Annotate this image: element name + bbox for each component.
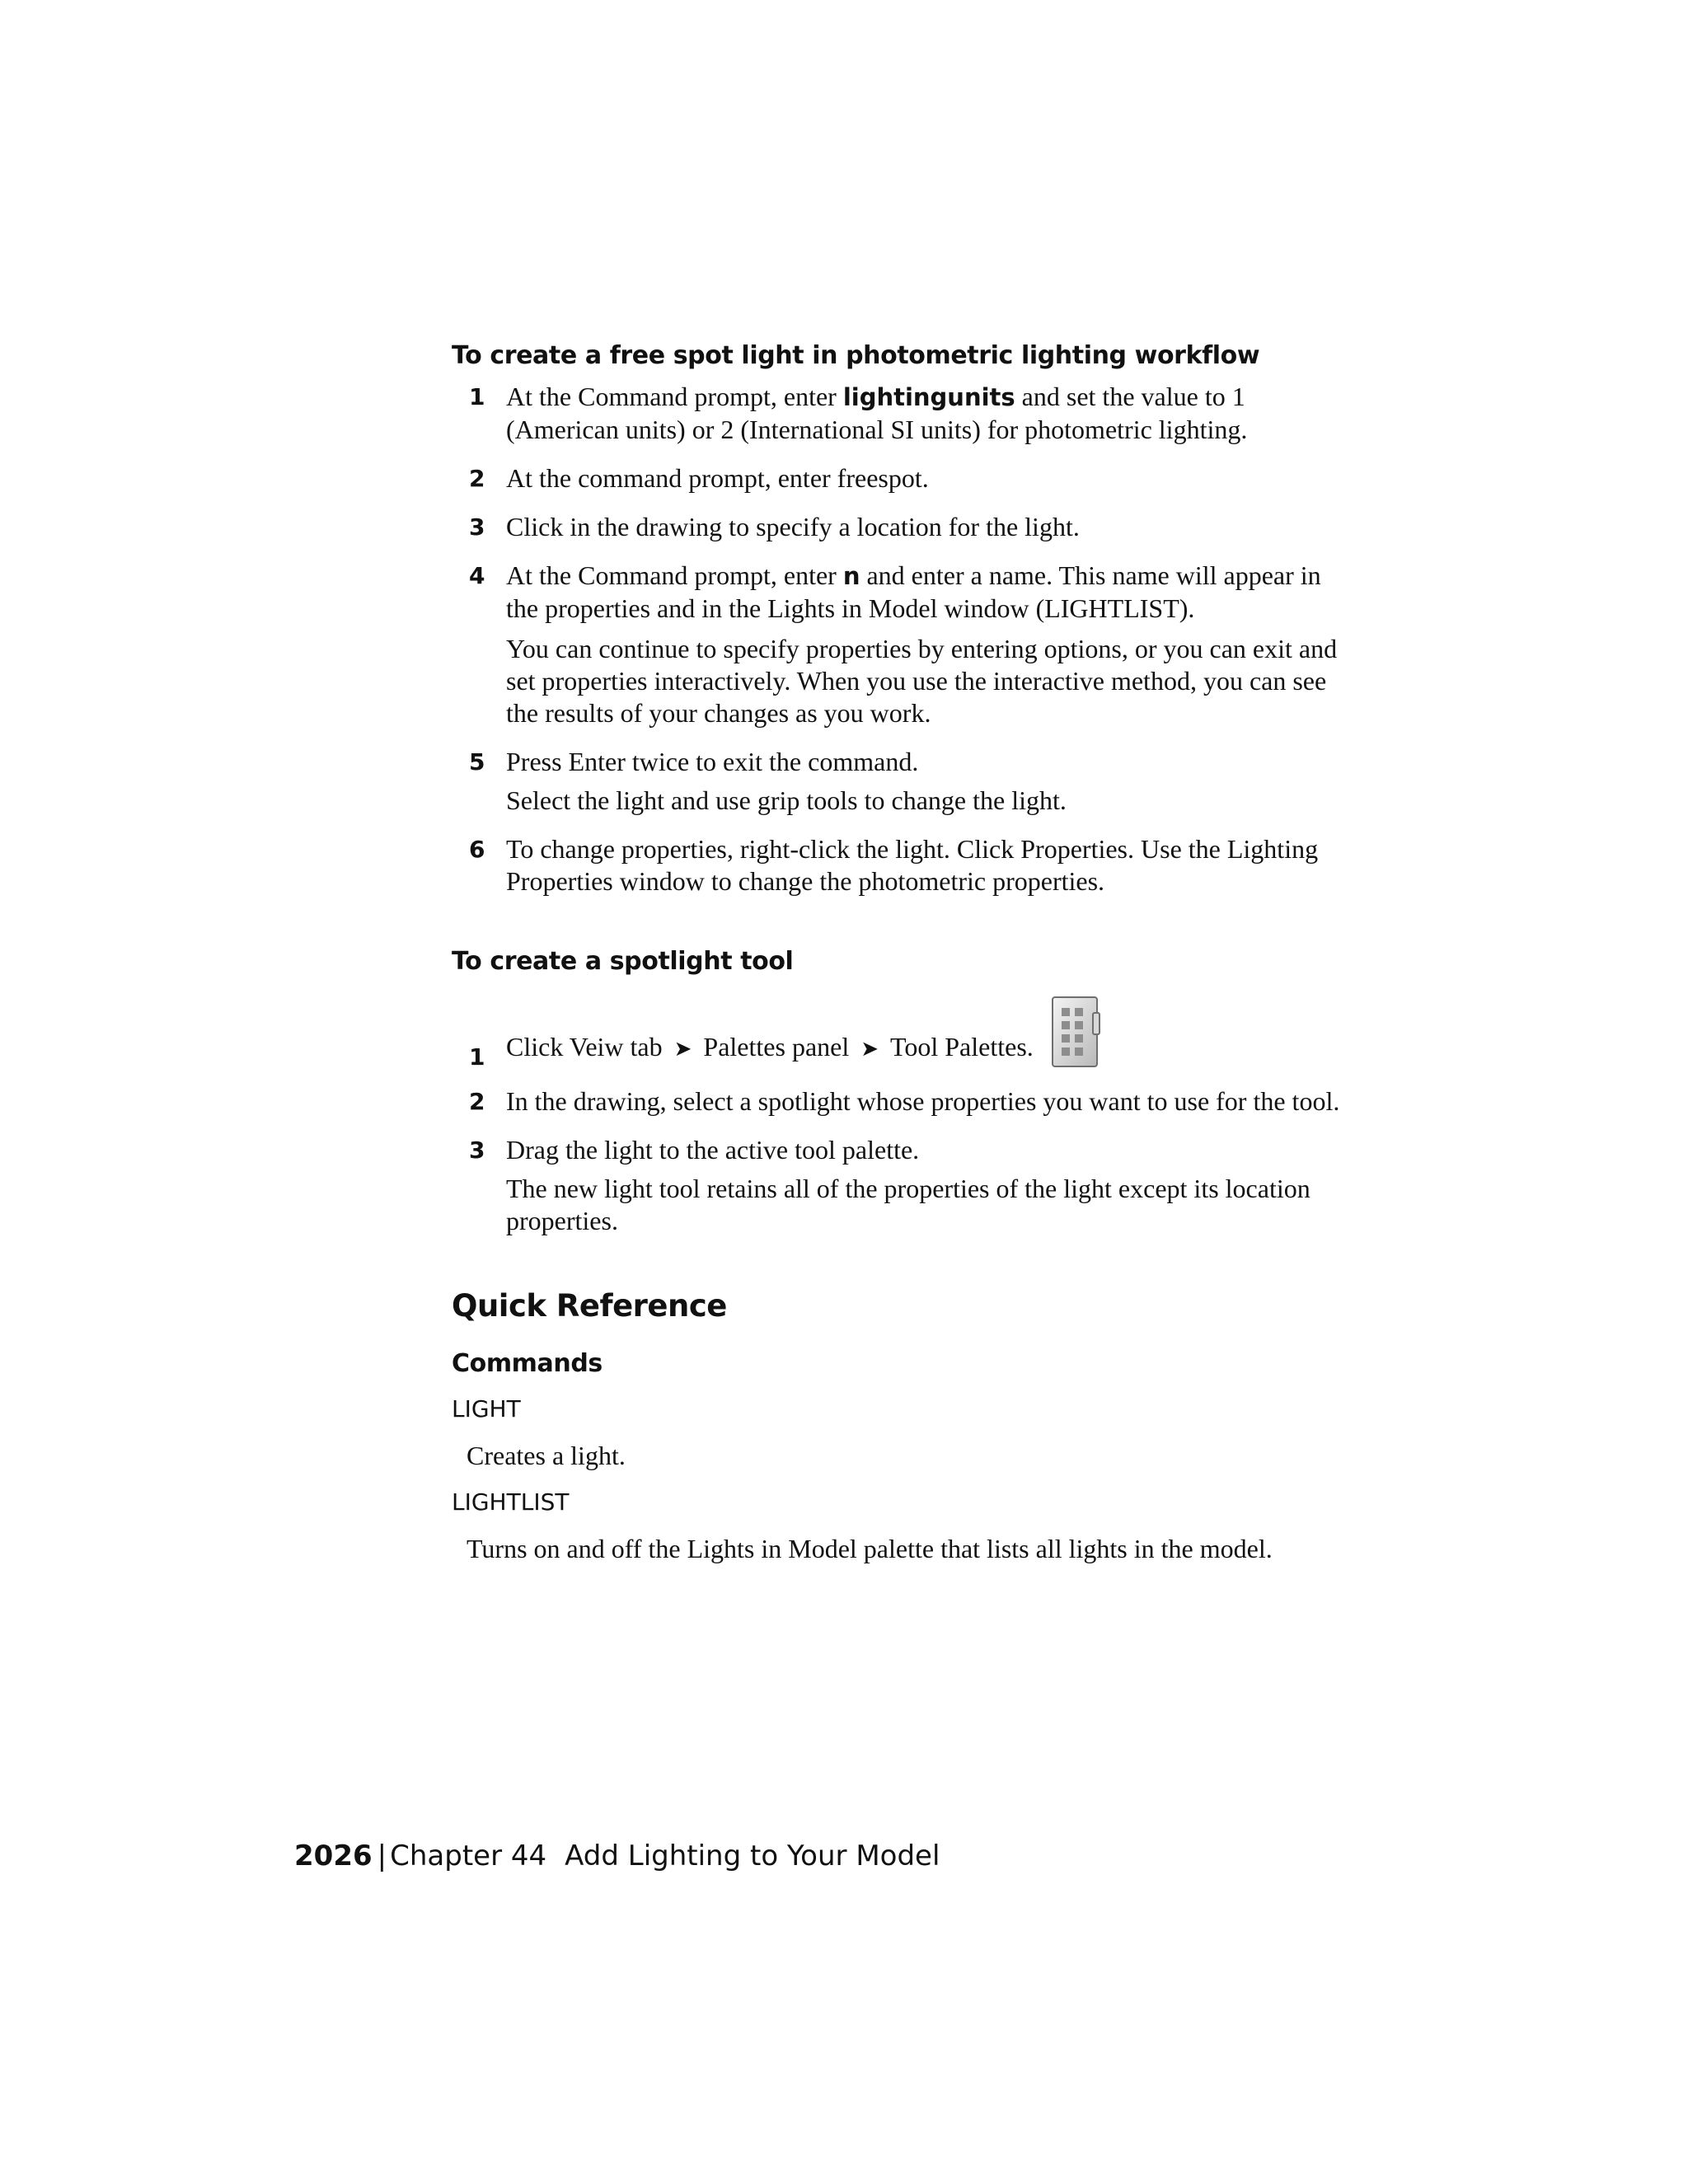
arrow-icon: ➤ <box>860 1037 879 1062</box>
step-note: The new light tool retains all of the properties of the light except its location properties. <box>506 1174 1311 1235</box>
command-name: LIGHTLIST <box>452 1488 570 1516</box>
step-text-part: and enter a name. This name will appear in the properties and in the Lights in Model window (LIGHTLIST). <box>506 560 1321 623</box>
step-text <box>506 560 1358 625</box>
step-text: Drag the light to the active tool palette. <box>506 1135 920 1165</box>
step-number: 6 <box>469 836 485 863</box>
step-text: Click in the drawing to specify a location for the light. <box>506 512 1080 541</box>
step-1 <box>452 381 1358 446</box>
step-text: Press Enter twice to exit the command. <box>506 747 919 776</box>
step-number: 1 <box>469 383 485 410</box>
page-footer <box>294 1838 940 1874</box>
step-note: You can continue to specify properties by entering options, or you can exit and set properties interactively. When you use the interactive method, you can see the results of your changes as you work. <box>506 634 1338 728</box>
arrow-icon: ➤ <box>673 1037 692 1062</box>
procedure-steps-spotlight-tool <box>452 995 1358 1237</box>
step-note: Select the light and use grip tools to change the light. <box>506 785 1067 815</box>
step-number: 5 <box>469 748 485 776</box>
step-text: In the drawing, select a spotlight whose properties you want to use for the tool. <box>506 1086 1340 1116</box>
procedure-heading-free-spot: To create a free spot light in photometric lighting workflow <box>452 341 1260 370</box>
step-text-part: and set the value to 1 (American units) or 2 (International SI units) for photometric lighting. <box>506 382 1248 444</box>
step-number: 2 <box>469 1088 485 1115</box>
step-number: 3 <box>469 1137 485 1164</box>
command-description: Turns on and off the Lights in Model palette that lists all lights in the model. <box>467 1534 1273 1563</box>
procedure-heading-spotlight-tool: To create a spotlight tool <box>452 947 794 976</box>
tool-palettes-icon <box>1050 995 1101 1069</box>
step-3 <box>452 1134 1358 1237</box>
step-text-part: At the Command prompt, enter <box>506 382 843 411</box>
chapter-label: Chapter 44 <box>390 1840 547 1872</box>
command-keyword: lightingunits <box>842 383 1015 411</box>
section-spacer <box>452 914 1358 945</box>
commands-subheading: Commands <box>452 1349 603 1378</box>
command-name: LIGHT <box>452 1395 521 1422</box>
step-3 <box>452 511 1358 543</box>
ribbon-tool-label: Tool Palettes. <box>890 1032 1034 1062</box>
step-1 <box>452 995 1358 1069</box>
ribbon-tab-label: Click Veiw tab <box>506 1032 663 1062</box>
step-text <box>506 381 1358 446</box>
step-number: 2 <box>469 465 485 492</box>
footer-separator: | <box>377 1840 387 1872</box>
step-4 <box>452 560 1358 729</box>
ribbon-panel-label: Palettes panel <box>703 1032 850 1062</box>
step-text: At the command prompt, enter freespot. <box>506 463 929 493</box>
step-5 <box>452 746 1358 817</box>
step-number: 1 <box>469 1043 485 1071</box>
ui-path <box>506 995 1358 1069</box>
step-2 <box>452 462 1358 494</box>
step-number: 3 <box>469 513 485 541</box>
command-keyword: n <box>842 562 860 590</box>
step-2 <box>452 1085 1358 1118</box>
chapter-title: Add Lighting to Your Model <box>565 1840 940 1872</box>
step-number: 4 <box>469 562 485 589</box>
page-number: 2026 <box>294 1840 373 1872</box>
step-text-part: At the Command prompt, enter <box>506 560 843 590</box>
step-text: To change properties, right-click the light. Click Properties. Use the Lighting Properties window to change the photometric properties. <box>506 834 1319 896</box>
procedure-steps-free-spot <box>452 381 1358 898</box>
step-6 <box>452 833 1358 898</box>
quick-reference-heading: Quick Reference <box>452 1288 727 1324</box>
command-description: Creates a light. <box>467 1441 626 1470</box>
page-content <box>452 340 1358 1580</box>
